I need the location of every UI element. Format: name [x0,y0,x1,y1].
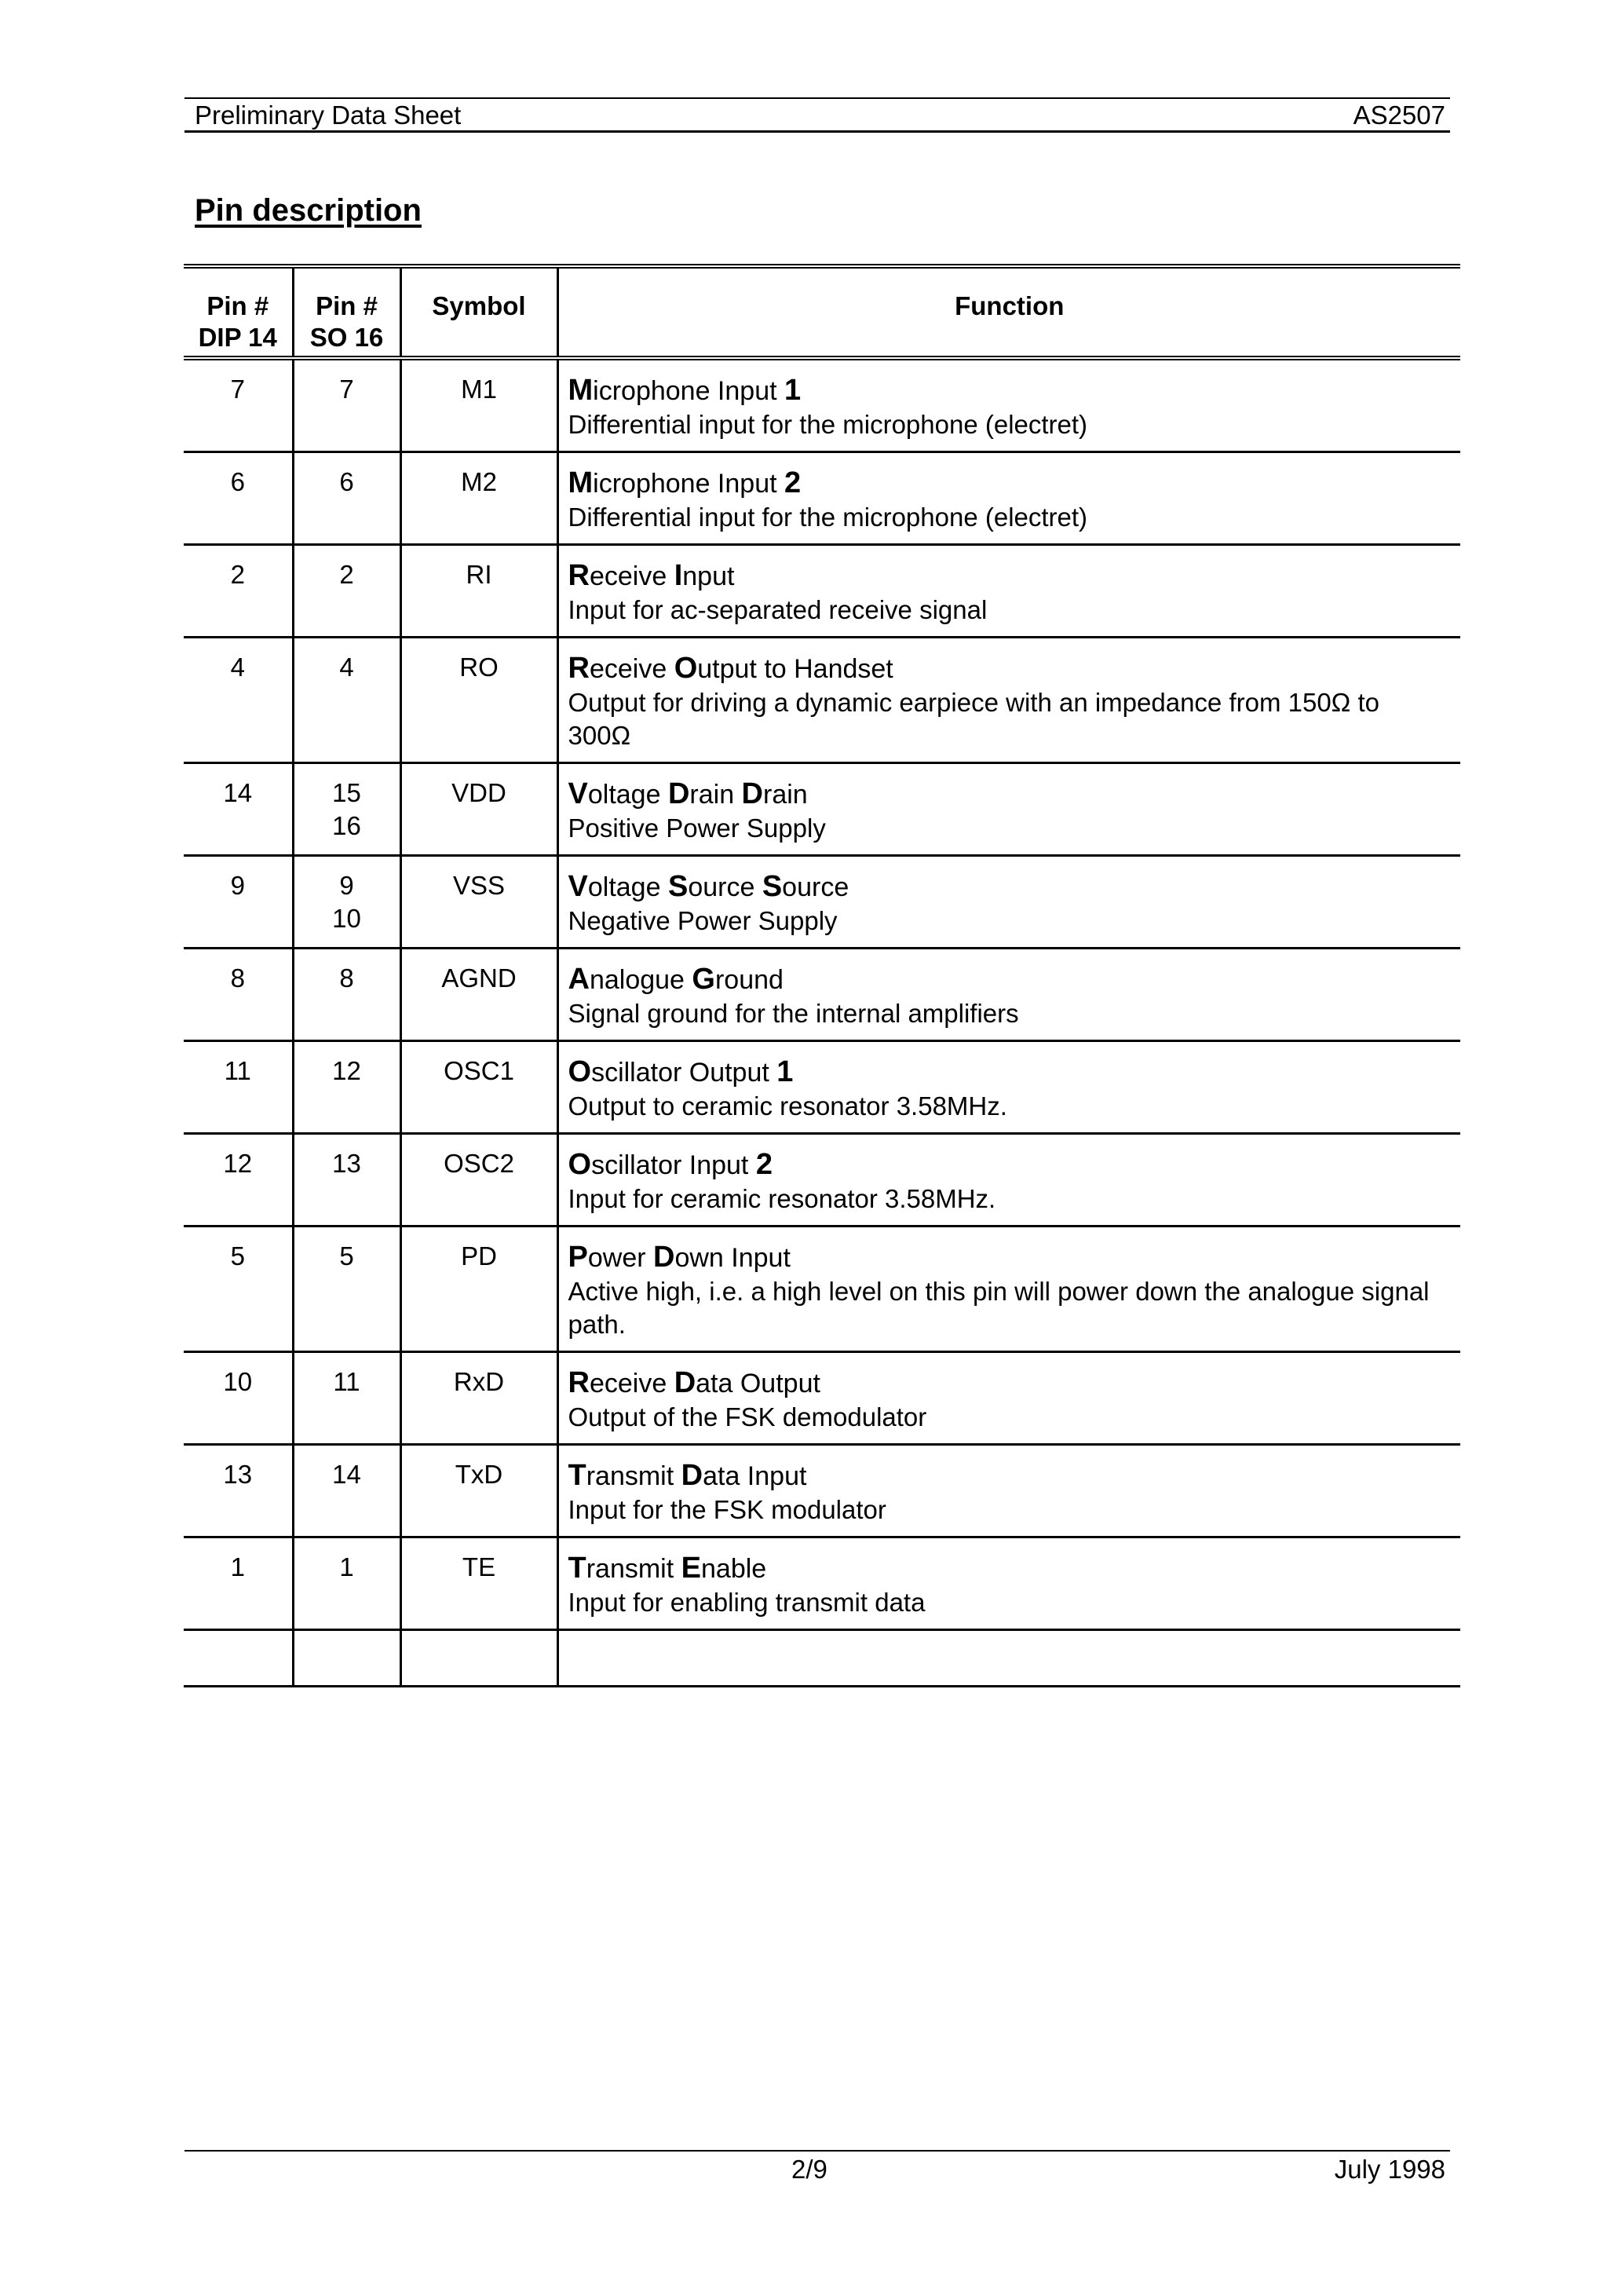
pin-symbol: RI [400,545,557,638]
table-header-row [184,266,1460,358]
function-title: Microphone Input 2 [568,466,802,499]
function-title: Analogue Ground [568,963,784,996]
function-description: Differential input for the microphone (electret) [568,410,1088,439]
pin-symbol: M1 [400,358,557,452]
pin-function [557,1134,1460,1227]
pin-symbol: TxD [400,1445,557,1537]
pin-dip: 13 [223,1460,253,1489]
pin-so: 7 [293,358,400,452]
pin-function [557,1445,1460,1537]
empty-cell [184,1630,293,1687]
function-title: Oscillator Output 1 [568,1055,794,1088]
pin-function [557,1352,1460,1445]
function-title: Microphone Input 1 [568,374,802,407]
function-description: Differential input for the microphone (electret) [568,503,1088,532]
pin-function [557,358,1460,452]
pin-so: 14 [293,1445,400,1537]
pin-function [557,1227,1460,1352]
pin-so: 8 [293,949,400,1041]
function-description: Output for driving a dynamic earpiece with an impedance from 150Ω to 300Ω [568,688,1380,750]
table-row [184,638,1460,763]
table-row [184,1134,1460,1227]
table-row [184,1537,1460,1630]
pin-function [557,452,1460,545]
pin-so: 2 [293,545,400,638]
function-description: Negative Power Supply [568,906,838,935]
publication-date: July 1998 [1334,2155,1445,2184]
table-row [184,1041,1460,1134]
pin-symbol: OSC1 [400,1041,557,1134]
pin-so: 9 10 [293,856,400,949]
column-header-dip: Pin # DIP 14 [198,291,277,352]
pin-function [557,1537,1460,1630]
function-title: Power Down Input [568,1241,791,1274]
header-rule-top [184,97,1450,99]
table-row [184,358,1460,452]
table-row [184,545,1460,638]
table-row [184,1352,1460,1445]
table-row [184,1227,1460,1352]
function-description: Input for the FSK modulator [568,1495,886,1524]
pin-symbol: TE [400,1537,557,1630]
function-title: Oscillator Input 2 [568,1148,773,1181]
part-number: AS2507 [1353,101,1445,130]
pin-so: 11 [293,1352,400,1445]
pin-symbol: PD [400,1227,557,1352]
pin-function [557,856,1460,949]
pin-dip: 11 [224,1056,251,1085]
column-header-symbol: Symbol [400,266,557,358]
pin-dip: 8 [230,963,245,993]
function-description: Output of the FSK demodulator [568,1402,927,1431]
pin-symbol: VSS [400,856,557,949]
pin-function [557,638,1460,763]
function-description: Output to ceramic resonator 3.58MHz. [568,1091,1007,1121]
pin-so: 15 16 [293,763,400,856]
page-number: 2/9 [791,2155,827,2184]
table-row [184,856,1460,949]
pin-symbol: M2 [400,452,557,545]
column-header-so: Pin # SO 16 [293,266,400,358]
function-description: Input for ceramic resonator 3.58MHz. [568,1184,996,1213]
function-title: Transmit Data Input [568,1459,807,1492]
pin-function [557,1041,1460,1134]
pin-dip: 2 [230,560,245,589]
pin-dip: 4 [230,653,245,682]
document-status: Preliminary Data Sheet [195,101,462,130]
function-description: Input for enabling transmit data [568,1588,926,1617]
pin-symbol: AGND [400,949,557,1041]
function-title: Transmit Enable [568,1552,767,1585]
empty-cell [400,1630,557,1687]
pin-function [557,545,1460,638]
pin-dip: 1 [230,1552,245,1581]
pin-symbol: RxD [400,1352,557,1445]
function-description: Signal ground for the internal amplifiers [568,999,1019,1028]
pin-symbol: RO [400,638,557,763]
pin-description-table [184,264,1460,1687]
table-row [184,1445,1460,1537]
pin-so: 1 [293,1537,400,1630]
pin-dip: 5 [230,1241,245,1270]
pin-rows [184,358,1460,1687]
pin-function [557,949,1460,1041]
pin-function [557,763,1460,856]
pin-dip: 10 [223,1367,253,1396]
function-description: Active high, i.e. a high level on this pin will power down the analogue signal path. [568,1277,1430,1339]
pin-dip: 7 [230,375,245,404]
function-description: Input for ac-separated receive signal [568,595,988,624]
pin-dip: 9 [230,871,245,900]
header-rule-bottom [184,130,1450,133]
function-title: Receive Input [568,559,735,592]
table-row [184,949,1460,1041]
pin-so: 12 [293,1041,400,1134]
pin-dip: 12 [223,1149,253,1178]
pin-dip: 6 [230,467,245,496]
function-title: Receive Output to Handset [568,652,893,685]
table-row [184,763,1460,856]
pin-dip: 14 [223,778,253,807]
pin-so: 6 [293,452,400,545]
function-title: Receive Data Output [568,1366,820,1399]
function-title: Voltage Drain Drain [568,777,808,810]
table-row [184,452,1460,545]
function-description: Positive Power Supply [568,813,826,843]
column-header-function: Function [557,266,1460,358]
function-title: Voltage Source Source [568,870,849,903]
empty-cell [293,1630,400,1687]
pin-so: 5 [293,1227,400,1352]
pin-symbol: VDD [400,763,557,856]
table-row-empty [184,1630,1460,1687]
pin-symbol: OSC2 [400,1134,557,1227]
pin-so: 13 [293,1134,400,1227]
page-title: Pin description [195,193,422,228]
empty-cell [557,1630,1460,1687]
footer-rule [184,2150,1450,2152]
pin-so: 4 [293,638,400,763]
